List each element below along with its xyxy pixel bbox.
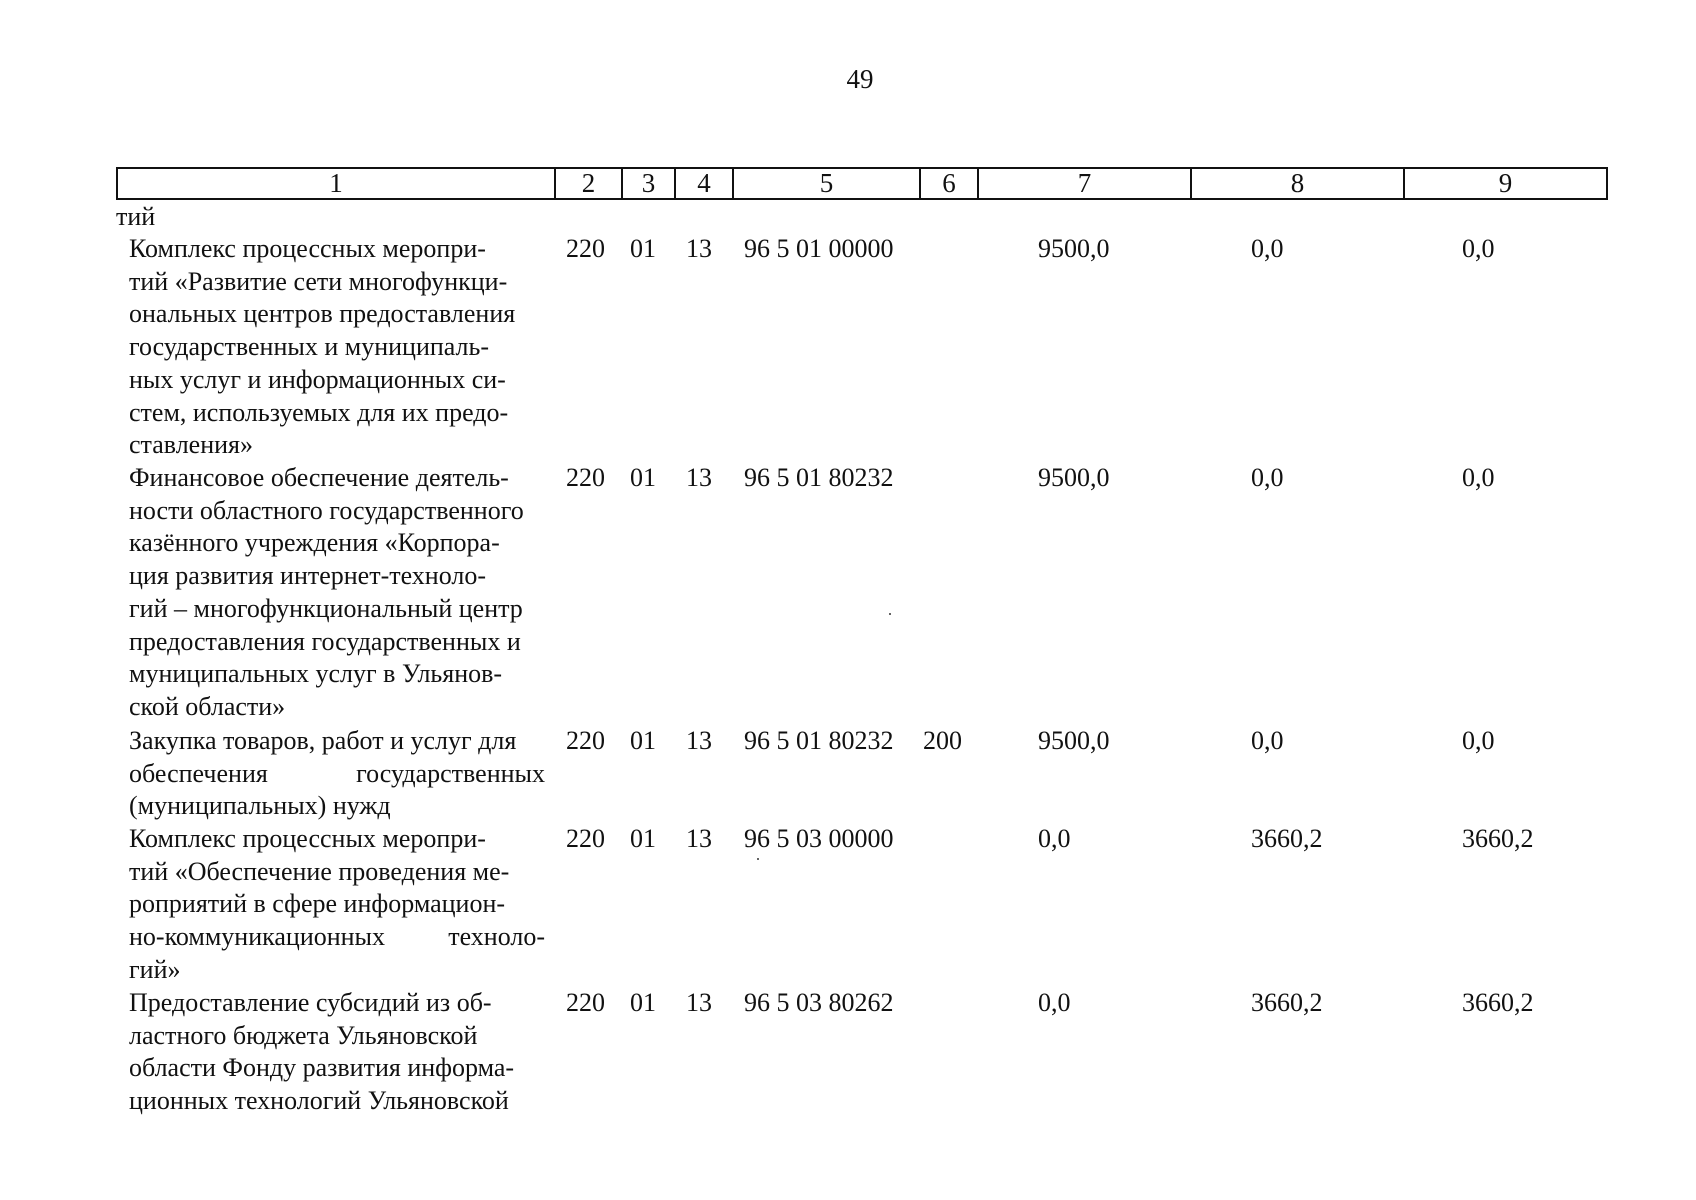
- cell-col-5: 96 5 03 00000: [744, 824, 894, 853]
- row-name: [129, 233, 545, 462]
- name-line: казённого учреждения «Корпора-: [129, 528, 500, 558]
- cell-col-8: 0,0: [1251, 463, 1284, 492]
- cell-col-5: 96 5 01 80232: [744, 726, 894, 755]
- name-line: муниципальных услуг в Ульянов-: [129, 659, 503, 689]
- cell-col-9: 0,0: [1462, 234, 1495, 263]
- name-line: гий»: [129, 954, 181, 984]
- header-col-6: 6: [920, 168, 978, 199]
- cell-col-4: 13: [686, 824, 712, 853]
- cell-col-2: 220: [566, 234, 605, 263]
- header-col-3: 3: [622, 168, 675, 199]
- row-name: [129, 823, 545, 987]
- row-name: [129, 987, 545, 1118]
- cell-col-2: 220: [566, 988, 605, 1017]
- name-line: ция развития интернет-техноло-: [129, 561, 486, 591]
- name-line: Финансовое обеспечение деятель-: [129, 463, 509, 492]
- name-line: но-коммуникационных техноло-: [129, 922, 545, 952]
- header-col-9: 9: [1404, 168, 1607, 199]
- cell-col-9: 3660,2: [1462, 824, 1534, 853]
- name-line: ональных центров предоставления: [129, 299, 516, 329]
- scan-speck: [889, 613, 891, 615]
- table-header: [116, 167, 1608, 200]
- cell-col-8: 0,0: [1251, 234, 1284, 263]
- name-line: Закупка товаров, работ и услуг для: [129, 726, 517, 755]
- name-line: стем, используемых для их предо-: [129, 397, 509, 427]
- name-line: Комплекс процессных меропри-: [129, 234, 486, 263]
- cell-col-3: 01: [630, 463, 656, 492]
- cell-col-9: 0,0: [1462, 726, 1495, 755]
- cell-col-9: 0,0: [1462, 463, 1495, 492]
- cell-col-8: 3660,2: [1251, 988, 1323, 1017]
- name-line: области Фонду развития информа-: [129, 1053, 515, 1083]
- name-line: ставления»: [129, 430, 253, 460]
- cell-col-3: 01: [630, 726, 656, 755]
- cell-col-9: 3660,2: [1462, 988, 1534, 1017]
- scan-speck: [757, 858, 759, 860]
- name-line: гий – многофункциональный центр: [129, 593, 523, 623]
- cell-col-2: 220: [566, 463, 605, 492]
- header-col-7: 7: [978, 168, 1191, 199]
- cell-col-3: 01: [630, 234, 656, 263]
- name-line: тий «Развитие сети многофункци-: [129, 266, 508, 296]
- cell-col-7: 9500,0: [1038, 463, 1110, 492]
- row-name: [129, 725, 545, 823]
- continuation-text: тий: [116, 202, 156, 231]
- name-line: государственных и муниципаль-: [129, 332, 490, 362]
- cell-col-2: 220: [566, 726, 605, 755]
- cell-col-4: 13: [686, 988, 712, 1017]
- cell-col-5: 96 5 01 00000: [744, 234, 894, 263]
- header-col-1: 1: [117, 168, 555, 199]
- name-line: Предоставление субсидий из об-: [129, 988, 492, 1017]
- cell-col-5: 96 5 01 80232: [744, 463, 894, 492]
- cell-col-8: 0,0: [1251, 726, 1284, 755]
- cell-col-4: 13: [686, 463, 712, 492]
- cell-col-6: 200: [923, 726, 962, 755]
- name-line: ционных технологий Ульяновской: [129, 1086, 509, 1116]
- header-col-4: 4: [675, 168, 733, 199]
- name-line: роприятий в сфере информацион-: [129, 889, 506, 919]
- page-number: 49: [846, 64, 874, 94]
- cell-col-8: 3660,2: [1251, 824, 1323, 853]
- name-line: ластного бюджета Ульяновской: [129, 1020, 478, 1050]
- cell-col-3: 01: [630, 824, 656, 853]
- cell-col-7: 0,0: [1038, 824, 1071, 853]
- cell-col-5: 96 5 03 80262: [744, 988, 894, 1017]
- name-line: ности областного государственного: [129, 495, 524, 525]
- cell-col-4: 13: [686, 234, 712, 263]
- name-line: предоставления государственных и: [129, 626, 521, 656]
- name-line: ской области»: [129, 691, 286, 721]
- name-line: (муниципальных) нужд: [129, 791, 391, 821]
- cell-col-3: 01: [630, 988, 656, 1017]
- row-name: [129, 462, 545, 724]
- name-line: обеспечения государственных: [129, 758, 545, 788]
- header-col-2: 2: [555, 168, 622, 199]
- header-col-5: 5: [733, 168, 920, 199]
- cell-col-4: 13: [686, 726, 712, 755]
- name-line: тий «Обеспечение проведения ме-: [129, 856, 510, 886]
- name-line: Комплекс процессных меропри-: [129, 824, 486, 853]
- cell-col-7: 9500,0: [1038, 234, 1110, 263]
- cell-col-2: 220: [566, 824, 605, 853]
- cell-col-7: 0,0: [1038, 988, 1071, 1017]
- name-line: ных услуг и информационных си-: [129, 364, 506, 394]
- cell-col-7: 9500,0: [1038, 726, 1110, 755]
- header-col-8: 8: [1191, 168, 1404, 199]
